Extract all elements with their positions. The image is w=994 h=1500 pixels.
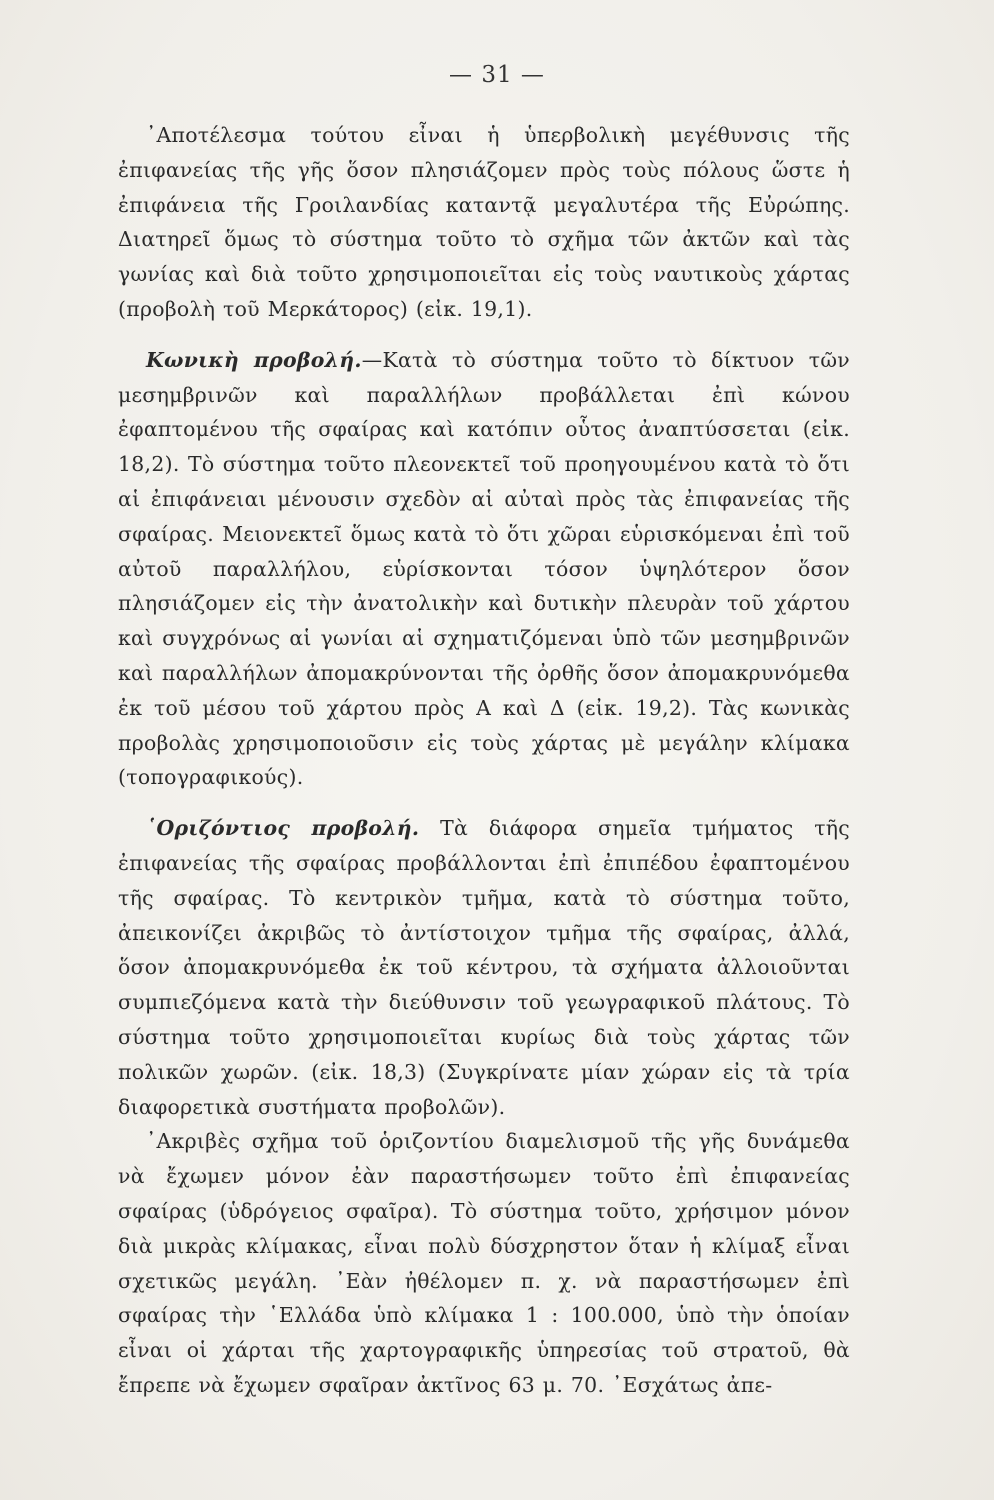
paragraph-text: Τὰ διάφορα σημεῖα τμήματος τῆς ἐπιφανείας τῆς σφαίρας προβάλλονται ἐπὶ ἐπιπέδου ἐφαπτομένου τῆς σφαίρας. Τὸ κεντρικὸν τμῆμα, κατὰ τὸ σύστημα τοῦτο, ἀπεικονίζει ἀκριβῶς τὸ ἀντίστοιχον τμῆμα τῆς σφαίρας, ἀλλά, ὅσον ἀπομακρυνόμεθα ἐκ τοῦ κέντρου, τὰ σχήματα ἀλλοιοῦνται συμπιεζόμενα κατὰ τὴν διεύθυνσιν τοῦ γεωγραφικοῦ πλάτους. Τὸ σύστημα τοῦτο χρησιμοποιεῖται κυρίως διὰ τοὺς χάρτας τῶν πολικῶν χωρῶν. (εἰκ. 18,3) (Συγκρίνατε μίαν χώραν εἰς τὰ τρία διαφορετικὰ συστήματα προβολῶν).: [118, 816, 851, 1119]
section-heading-horizontal: ῾Οριζόντιος προβολή.: [146, 816, 420, 841]
paragraph-text: ᾿Ακριβὲς σχῆμα τοῦ ὁριζοντίου διαμελισμοῦ τῆς γῆς δυνάμεθα νὰ ἔχωμεν μόνον ἐὰν παραστήσωμεν τοῦτο ἐπὶ ἐπιφανείας σφαίρας (ὑδρόγειος σφαῖρα). Τὸ σύστημα τοῦτο, χρήσιμον μόνον διὰ μικρὰς κλίμακας, εἶναι πολὺ δύσχρηστον ὅταν ἡ κλίμαξ εἶναι σχετικῶς μεγάλη. ᾿Εὰν ἠθέλομεν π. χ. νὰ παραστήσωμεν ἐπὶ σφαίρας τὴν ῾Ελλάδα ὑπὸ κλίμακα 1 : 100.000, ὑπὸ τὴν ὁποίαν εἶναι οἱ χάρται τῆς χαρτογραφικῆς ὑπηρεσίας τοῦ στρατοῦ, θὰ ἔπρεπε νὰ ἔχωμεν σφαῖραν ἀκτῖνος 63 μ. 70. ᾿Εσχάτως ἀπε-: [118, 1129, 850, 1397]
paragraph-horizontal-projection: [118, 811, 850, 1124]
paragraph-text: —Κατὰ τὸ σύστημα τοῦτο τὸ δίκτυον τῶν μεσημβρινῶν καὶ παραλλήλων προβάλλεται ἐπὶ κώνου ἐφαπτομένου τῆς σφαίρας καὶ κατόπιν οὗτος ἀναπτύσσεται (εἰκ. 18,2). Τὸ σύστημα τοῦτο πλεονεκτεῖ τοῦ προηγουμένου κατὰ τὸ ὅτι αἱ ἐπιφάνειαι μένουσιν σχεδὸν αἱ αὐταὶ πρὸς τὰς ἐπιφανείας τῆς σφαίρας. Μειονεκτεῖ ὅμως κατὰ τὸ ὅτι χῶραι εὑρισκόμεναι ἐπὶ τοῦ αὐτοῦ παραλλήλου, εὑρίσκονται τόσον ὑψηλότερον ὅσον πλησιάζομεν εἰς τὴν ἀνατολικὴν καὶ δυτικὴν πλευρὰν τοῦ χάρτου καὶ συγχρόνως αἱ γωνίαι αἱ σχηματιζόμεναι ὑπὸ τῶν μεσημβρινῶν καὶ παραλλήλων ἀπομακρύνονται τῆς ὀρθῆς ὅσον ἀπομακρυνόμεθα ἐκ τοῦ μέσου τοῦ χάρτου πρὸς Α καὶ Δ (εἰκ. 19,2). Τὰς κωνικὰς προβολὰς χρησιμοποιοῦσιν εἰς τοὺς χάρτας μὲ μεγάλην κλίμακα (τοπογραφικούς).: [118, 347, 850, 790]
paragraph-text: ᾿Αποτέλεσμα τούτου εἶναι ἡ ὑπερβολικὴ μεγέθυνσις τῆς ἐπιφανείας τῆς γῆς ὅσον πλησιάζομεν πρὸς τοὺς πόλους ὥστε ἡ ἐπιφάνεια τῆς Γροιλανδίας καταντᾷ μεγαλυτέρα τῆς Εὐρώπης. Διατηρεῖ ὅμως τὸ σύστημα τοῦτο τὸ σχῆμα τῶν ἀκτῶν καὶ τὰς γωνίας καὶ διὰ τοῦτο χρησιμοποιεῖται εἰς τοὺς ναυτικοὺς χάρτας (προβολὴ τοῦ Μερκάτορος) (εἰκ. 19,1).: [118, 123, 850, 321]
paragraph-conic-projection: [118, 343, 850, 795]
paragraph-globe-representation: [118, 1124, 850, 1402]
page-number: — 31 —: [449, 62, 545, 88]
section-heading-conic: Κωνικὴ προβολή.: [146, 347, 362, 372]
page-body: [118, 118, 850, 1403]
paragraph-mercator-effects: [118, 118, 850, 327]
